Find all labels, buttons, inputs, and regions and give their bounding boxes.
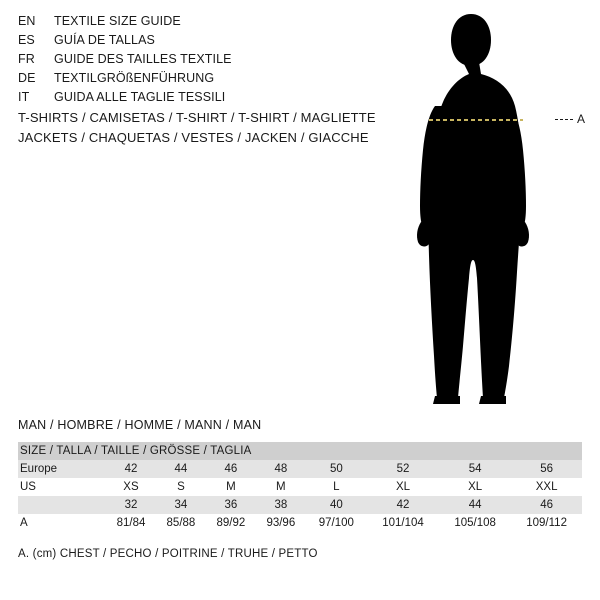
cell: 101/104: [367, 514, 439, 532]
cell: 89/92: [206, 514, 256, 532]
cell: L: [306, 478, 367, 496]
table-row: [18, 460, 582, 478]
cell: M: [256, 478, 306, 496]
cell: 48: [256, 460, 306, 478]
cell: 44: [439, 496, 511, 514]
cell: XS: [106, 478, 156, 496]
row-label-europe: Europe: [18, 460, 106, 478]
cell: 97/100: [306, 514, 367, 532]
category-tshirts: T-SHIRTS / CAMISETAS / T-SHIRT / T-SHIRT / MAGLIETTE: [18, 110, 376, 125]
table-row: [18, 478, 582, 496]
cell: 42: [106, 460, 156, 478]
garment-category-list: [18, 110, 418, 150]
body-silhouette-icon: [405, 10, 600, 410]
cell: 56: [511, 460, 582, 478]
language-row: [18, 33, 378, 52]
cell: 40: [306, 496, 367, 514]
language-title: GUIDE DES TAILLES TEXTILE: [54, 52, 232, 66]
language-list: [18, 14, 378, 109]
table-row: [18, 514, 582, 532]
measure-label-a: A: [577, 112, 586, 126]
cell: XL: [367, 478, 439, 496]
table-title: MAN / HOMBRE / HOMME / MANN / MAN: [18, 418, 262, 432]
size-table: [18, 442, 582, 532]
cell: 46: [206, 460, 256, 478]
cell: XL: [439, 478, 511, 496]
language-title: GUIDA ALLE TAGLIE TESSILI: [54, 90, 226, 104]
cell: 85/88: [156, 514, 206, 532]
cell: S: [156, 478, 206, 496]
cell: 50: [306, 460, 367, 478]
cell: 36: [206, 496, 256, 514]
table-header-row: [18, 442, 582, 460]
cell: 109/112: [511, 514, 582, 532]
language-title: TEXTILGRÖßENFÜHRUNG: [54, 71, 215, 85]
language-row: [18, 90, 378, 109]
measure-leader-line: [555, 119, 573, 121]
cell: 34: [156, 496, 206, 514]
language-code: DE: [18, 71, 36, 85]
cell: XXL: [511, 478, 582, 496]
cell: 32: [106, 496, 156, 514]
cell: M: [206, 478, 256, 496]
cell: 46: [511, 496, 582, 514]
language-code: ES: [18, 33, 35, 47]
table-header-label: SIZE / TALLA / TAILLE / GRÖSSE / TAGLIA: [18, 442, 582, 460]
category-jackets: JACKETS / CHAQUETAS / VESTES / JACKEN / GIACCHE: [18, 130, 369, 145]
cell: 44: [156, 460, 206, 478]
cell: 38: [256, 496, 306, 514]
cell: 54: [439, 460, 511, 478]
row-label-a: A: [18, 514, 106, 532]
language-code: IT: [18, 90, 30, 104]
cell: 42: [367, 496, 439, 514]
language-code: FR: [18, 52, 35, 66]
table-row: [18, 496, 582, 514]
cell: 52: [367, 460, 439, 478]
male-figure-illustration: [405, 10, 600, 410]
table-footnote: A. (cm) CHEST / PECHO / POITRINE / TRUHE / PETTO: [18, 548, 318, 560]
language-title: GUÍA DE TALLAS: [54, 33, 155, 47]
language-row: [18, 71, 378, 90]
row-label-us: US: [18, 478, 106, 496]
cell: 93/96: [256, 514, 306, 532]
row-label-us-numeric: [18, 496, 106, 514]
cell: 81/84: [106, 514, 156, 532]
language-row: [18, 52, 378, 71]
language-row: [18, 14, 378, 33]
cell: 105/108: [439, 514, 511, 532]
language-title: TEXTILE SIZE GUIDE: [54, 14, 181, 28]
language-code: EN: [18, 14, 36, 28]
